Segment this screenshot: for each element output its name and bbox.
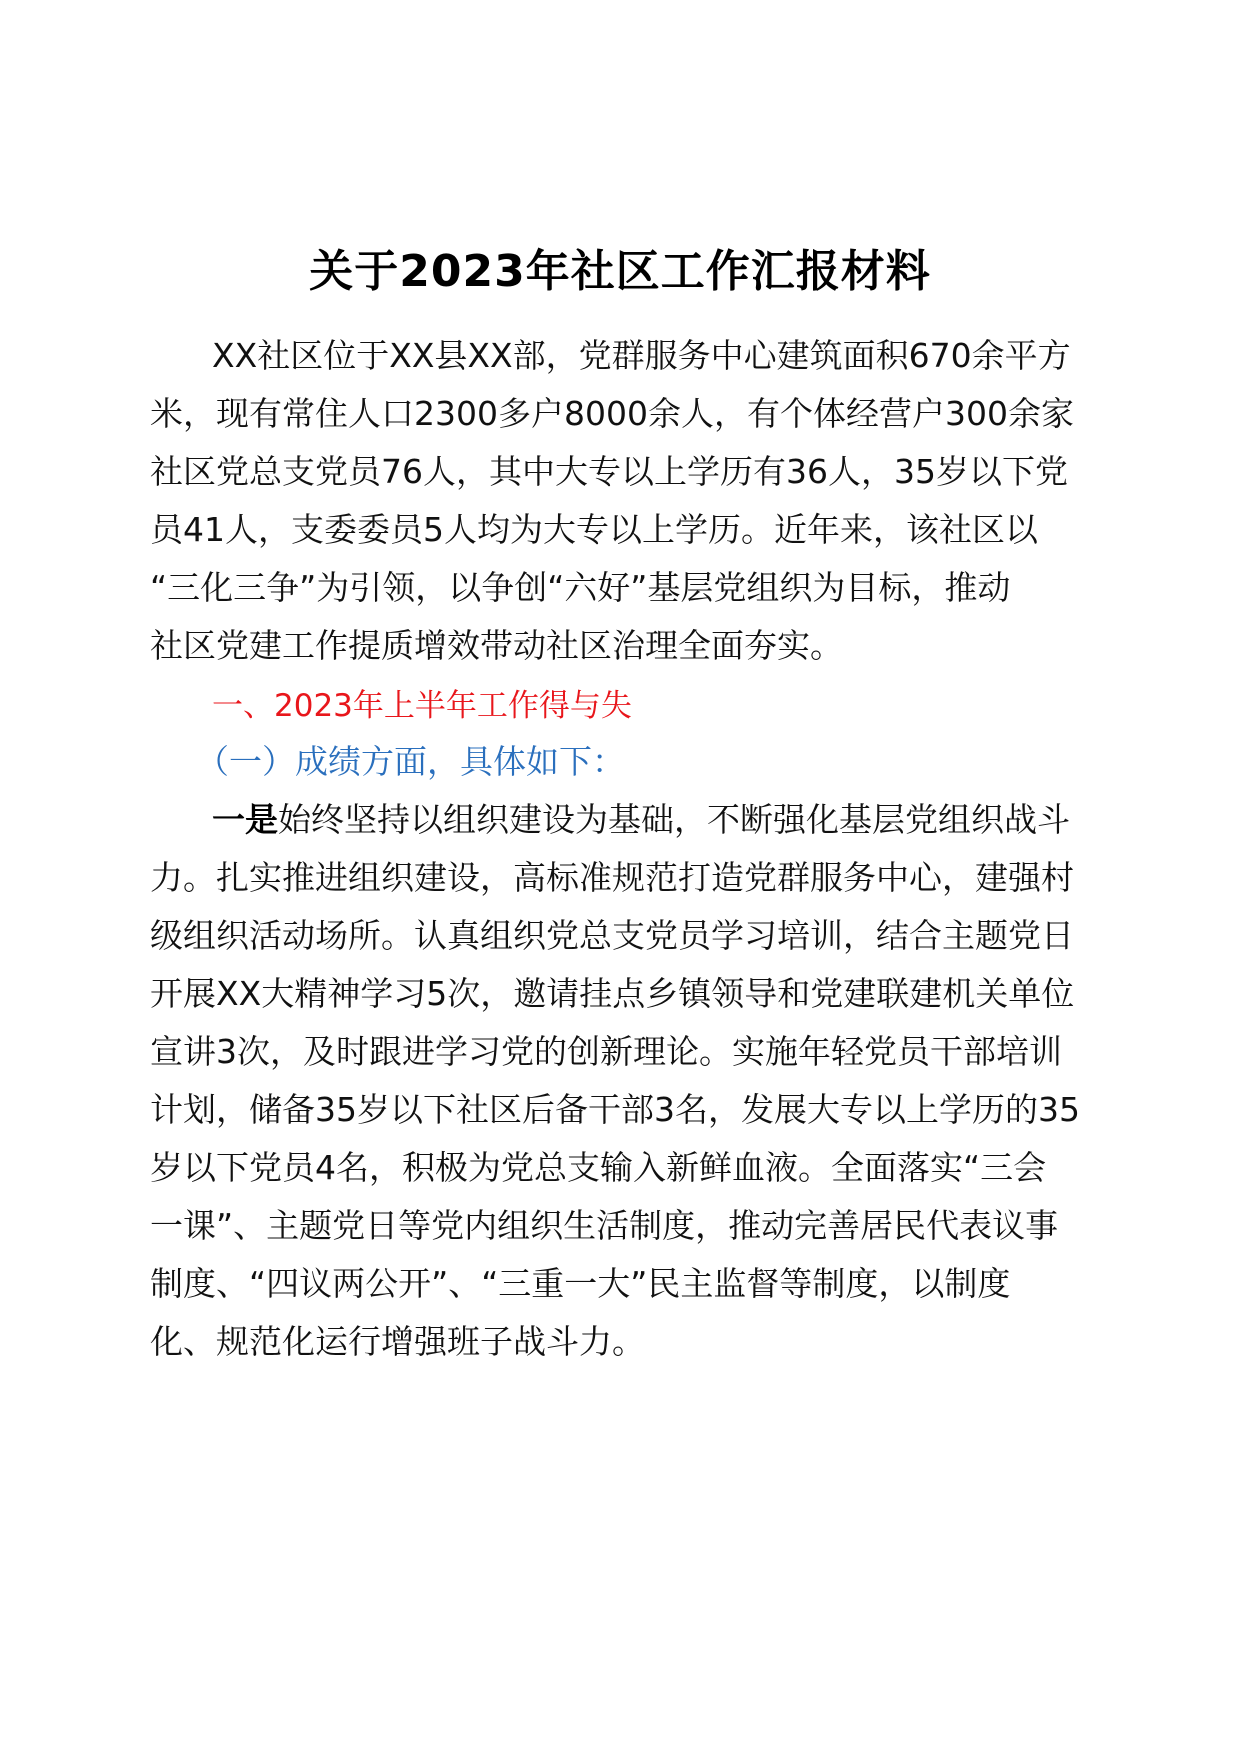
paragraph-one-line-5: 宣讲3次，及时跟进学习党的创新理论。实施年轻党员干部培训 <box>150 1032 1062 1071</box>
section-heading-2: （一）成绩方面，具体如下： <box>196 742 625 781</box>
intro-line-3: 社区党总支党员76人，其中大专以上学历有36人，35岁以下党 <box>150 452 1068 491</box>
paragraph-one-line-3: 级组织活动场所。认真组织党总支党员学习培训，结合主题党日 <box>150 916 1074 955</box>
paragraph-one-line-2: 力。扎实推进组织建设，高标准规范打造党群服务中心，建强村 <box>150 858 1074 897</box>
paragraph-one-line-6: 计划，储备35岁以下社区后备干部3名，发展大专以上学历的35 <box>150 1090 1080 1129</box>
paragraph-one-line-1-text: 始终坚持以组织建设为基础，不断强化基层党组织战斗 <box>278 800 1070 839</box>
paragraph-one-lead: 一是 <box>212 800 278 839</box>
paragraph-one-line-4: 开展XX大精神学习5次，邀请挂点乡镇领导和党建联建机关单位 <box>150 974 1075 1013</box>
intro-line-4: 员41人，支委委员5人均为大专以上学历。近年来，该社区以 <box>150 510 1038 549</box>
section-heading-1: 一、2023年上半年工作得与失 <box>212 688 632 724</box>
paragraph-one-line-7: 岁以下党员4名，积极为党总支输入新鲜血液。全面落实“三会 <box>150 1148 1047 1187</box>
intro-line-5: “三化三争”为引领，以争创“六好”基层党组织为目标，推动 <box>150 568 1011 607</box>
paragraph-one-line-1 <box>212 798 1070 842</box>
paragraph-one-line-9: 制度、“四议两公开”、“三重一大”民主监督等制度，以制度 <box>150 1264 1011 1303</box>
intro-line-1: XX社区位于XX县XX部，党群服务中心建筑面积670余平方 <box>212 336 1071 375</box>
document-title: 关于2023年社区工作汇报材料 <box>309 246 931 297</box>
intro-line-2: 米，现有常住人口2300多户8000余人，有个体经营户300余家 <box>150 394 1074 433</box>
intro-line-6: 社区党建工作提质增效带动社区治理全面夯实。 <box>150 626 843 665</box>
paragraph-one-line-8: 一课”、主题党日等党内组织生活制度，推动完善居民代表议事 <box>150 1206 1059 1245</box>
paragraph-one-line-10: 化、规范化运行增强班子战斗力。 <box>150 1322 645 1361</box>
